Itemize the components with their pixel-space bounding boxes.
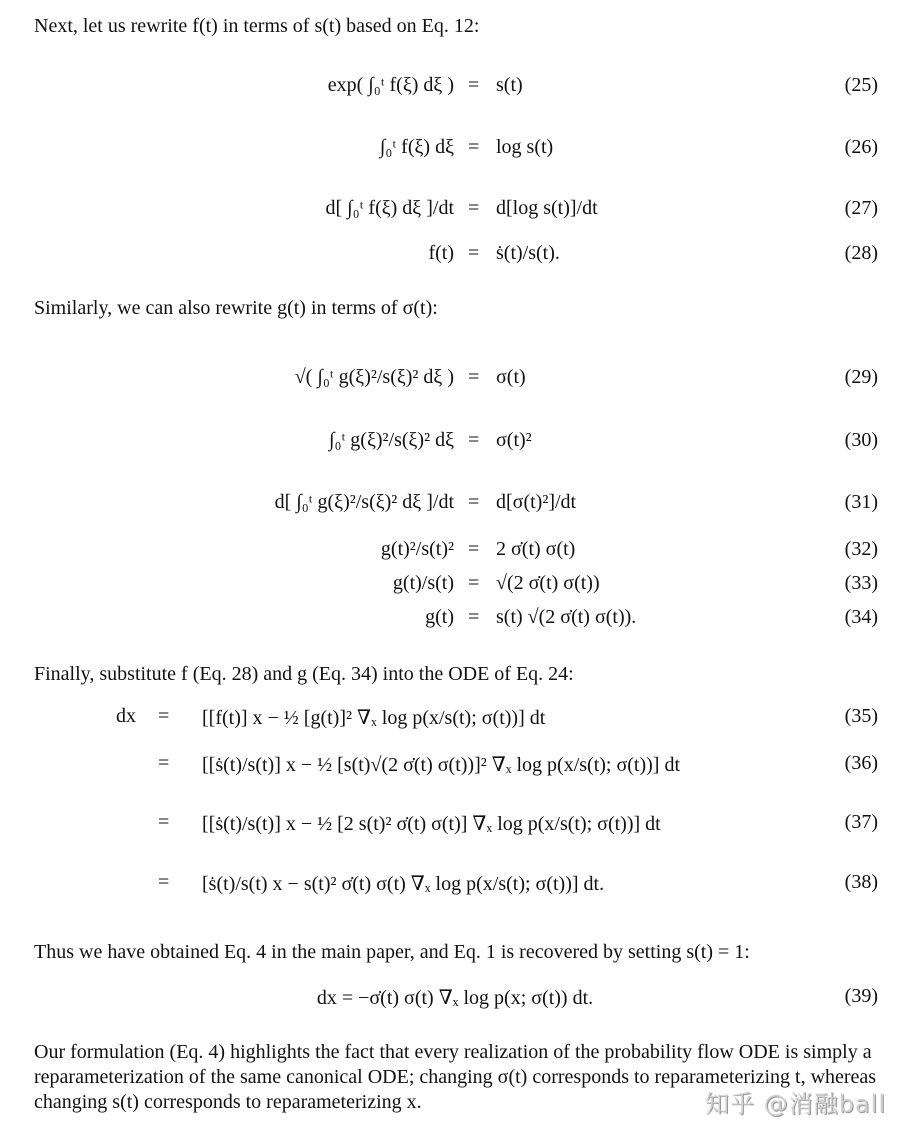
eq-number: (39) xyxy=(844,985,878,1007)
equation-27 xyxy=(0,197,910,237)
eq-lhs: d[ ∫₀ᵗ g(ξ)²/s(ξ)² dξ ]/dt xyxy=(274,491,454,513)
eq-number: (38) xyxy=(844,871,878,893)
eq-lhs: g(t)²/s(t)² xyxy=(380,538,454,560)
eq-rhs: σ(t)² xyxy=(496,429,532,451)
eq-lhs: d[ ∫₀ᵗ f(ξ) dξ ]/dt xyxy=(325,197,454,219)
eq-lhs: ∫₀ᵗ g(ξ)²/s(ξ)² dξ xyxy=(329,429,454,451)
eq-number: (33) xyxy=(844,572,878,594)
eq-number: (30) xyxy=(844,429,878,451)
eq-number: (37) xyxy=(844,811,878,833)
eq-number: (29) xyxy=(844,366,878,388)
eq-rel: = xyxy=(468,538,480,560)
eq-rel: = xyxy=(158,752,170,774)
eq-rel: = xyxy=(468,74,480,96)
eq-rhs: log s(t) xyxy=(496,136,554,158)
equation-39 xyxy=(0,985,910,1025)
eq-number: (31) xyxy=(844,491,878,513)
paragraph-intro-g: Similarly, we can also rewrite g(t) in terms of σ(t): xyxy=(34,297,438,319)
eq-number: (25) xyxy=(844,74,878,96)
eq-rhs: √(2 σ̇(t) σ(t)) xyxy=(496,572,600,594)
eq-rel: = xyxy=(468,572,480,594)
eq-lhs: ∫₀ᵗ f(ξ) dξ xyxy=(379,136,454,158)
eq-rhs: [[ṡ(t)/s(t)] x − ½ [2 s(t)² σ̇(t) σ(t)] ∇ₓ log p(x/s(t); σ(t))] dt xyxy=(202,813,661,835)
eq-rel: = xyxy=(468,136,480,158)
equation-25 xyxy=(0,74,910,114)
equation-35 xyxy=(0,705,910,745)
eq-rel: = xyxy=(468,197,480,219)
eq-rel: = xyxy=(158,811,170,833)
eq-rel: = xyxy=(468,606,480,628)
eq-lhs: g(t)/s(t) xyxy=(392,572,454,594)
eq-rhs: d[log s(t)]/dt xyxy=(496,197,598,219)
eq-rhs: σ(t) xyxy=(496,366,526,388)
eq-number: (28) xyxy=(844,242,878,264)
equation-26 xyxy=(0,136,910,176)
eq-number: (32) xyxy=(844,538,878,560)
paragraph-conclusion: Our formulation (Eq. 4) highlights the fact that every realization of the probability flow ODE is simply a reparameterization of the same canonical ODE; changing σ(t) corresponds to reparameterizing t, whereas changing s(t) corresponds to reparameterizing x. xyxy=(34,1041,877,1113)
equation-28 xyxy=(0,242,910,282)
eq-number: (36) xyxy=(844,752,878,774)
paragraph-substitute: Finally, substitute f (Eq. 28) and g (Eq. 34) into the ODE of Eq. 24: xyxy=(34,663,574,685)
eq-rhs: [ṡ(t)/s(t) x − s(t)² σ̇(t) σ(t) ∇ₓ log p(x/s(t); σ(t))] dt. xyxy=(202,873,605,895)
eq-lhs: exp( ∫₀ᵗ f(ξ) dξ ) xyxy=(327,74,454,96)
equation-36 xyxy=(0,752,910,792)
paragraph-thus: Thus we have obtained Eq. 4 in the main paper, and Eq. 1 is recovered by setting s(t) = 1: xyxy=(34,941,750,963)
eq-rel: = xyxy=(468,242,480,264)
eq-rhs: [[f(t)] x − ½ [g(t)]² ∇ₓ log p(x/s(t); σ(t))] dt xyxy=(202,707,546,729)
eq-rel: = xyxy=(158,871,170,893)
eq-rel: = xyxy=(158,705,170,727)
eq-rhs: 2 σ̇(t) σ(t) xyxy=(496,538,576,560)
eq-number: (34) xyxy=(844,606,878,628)
eq-rhs: [[ṡ(t)/s(t)] x − ½ [s(t)√(2 σ̇(t) σ(t))]² ∇ₓ log p(x/s(t); σ(t))] dt xyxy=(202,754,681,776)
equation-31 xyxy=(0,491,910,531)
equation-37 xyxy=(0,811,910,851)
eq-rel: = xyxy=(468,366,480,388)
equation-29 xyxy=(0,366,910,406)
paragraph-intro-f: Next, let us rewrite f(t) in terms of s(t) based on Eq. 12: xyxy=(34,15,480,37)
eq-number: (26) xyxy=(844,136,878,158)
eq-rhs: d[σ(t)²]/dt xyxy=(496,491,577,513)
eq-rhs: s(t) xyxy=(496,74,523,96)
eq-rhs: ṡ(t)/s(t). xyxy=(496,242,560,264)
eq-rhs: dx = −σ̇(t) σ(t) ∇ₓ log p(x; σ(t)) dt. xyxy=(316,987,594,1009)
watermark: 知乎 @消融ball xyxy=(705,1090,886,1118)
eq-number: (35) xyxy=(844,705,878,727)
eq-rhs: s(t) √(2 σ̇(t) σ(t)). xyxy=(496,606,637,628)
eq-lhs: √( ∫₀ᵗ g(ξ)²/s(ξ)² dξ ) xyxy=(294,366,454,388)
eq-rel: = xyxy=(468,429,480,451)
eq-lhs: dx xyxy=(116,705,136,727)
equation-38 xyxy=(0,871,910,911)
equation-30 xyxy=(0,429,910,469)
eq-lhs: g(t) xyxy=(425,606,454,628)
eq-rel: = xyxy=(468,491,480,513)
equation-34 xyxy=(0,606,910,646)
eq-number: (27) xyxy=(844,197,878,219)
eq-lhs: f(t) xyxy=(428,242,454,264)
